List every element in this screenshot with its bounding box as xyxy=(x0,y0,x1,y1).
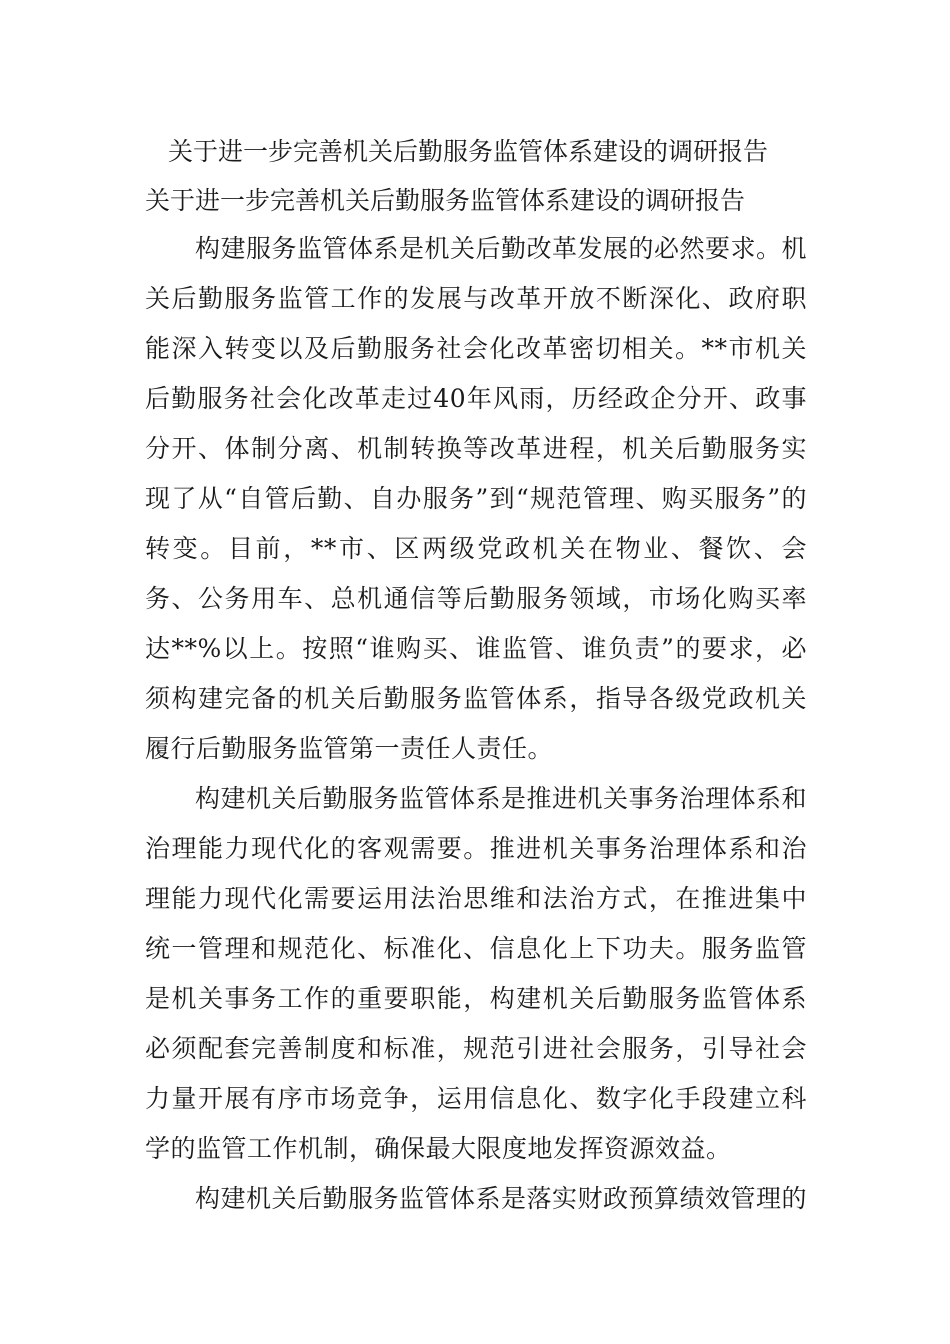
paragraph-2: 构建机关后勤服务监管体系是推进机关事务治理体系和治理能力现代化的客观需要。推进机关事务治理体系和治理能力现代化需要运用法治思维和法治方式，在推进集中统一管理和规范化、标准化、信息化上下功夫。服务监管是机关事务工作的重要职能，构建机关后勤服务监管体系必须配套完善制度和标准，规范引进社会服务，引导社会力量开展有序市场竞争，运用信息化、数字化手段建立科学的监管工作机制，确保最大限度地发挥资源效益。 xyxy=(145,784,808,1163)
document-title: 关于进一步完善机关后勤服务监管体系建设的调研报告 xyxy=(168,137,769,166)
document-subtitle: 关于进一步完善机关后勤服务监管体系建设的调研报告 xyxy=(145,186,746,215)
document-body xyxy=(145,224,807,1224)
paragraph-3: 构建机关后勤服务监管体系是落实财政预算绩效管理的 xyxy=(195,1184,808,1213)
paragraph-1: 构建服务监管体系是机关后勤改革发展的必然要求。机关后勤服务监管工作的发展与改革开放不断深化、政府职能深入转变以及后勤服务社会化改革密切相关。**市机关后勤服务社会化改革走过40年风雨，历经政企分开、政事分开、体制分离、机制转换等改革进程，机关后勤服务实现了从“自管后勤、自办服务”到“规范管理、购买服务”的转变。目前，**市、区两级党政机关在物业、餐饮、会务、公务用车、总机通信等后勤服务领域，市场化购买率达**%以上。按照“谁购买、谁监管、谁负责”的要求，必须构建完备的机关后勤服务监管体系，指导各级党政机关履行后勤服务监管第一责任人责任。 xyxy=(145,234,808,763)
